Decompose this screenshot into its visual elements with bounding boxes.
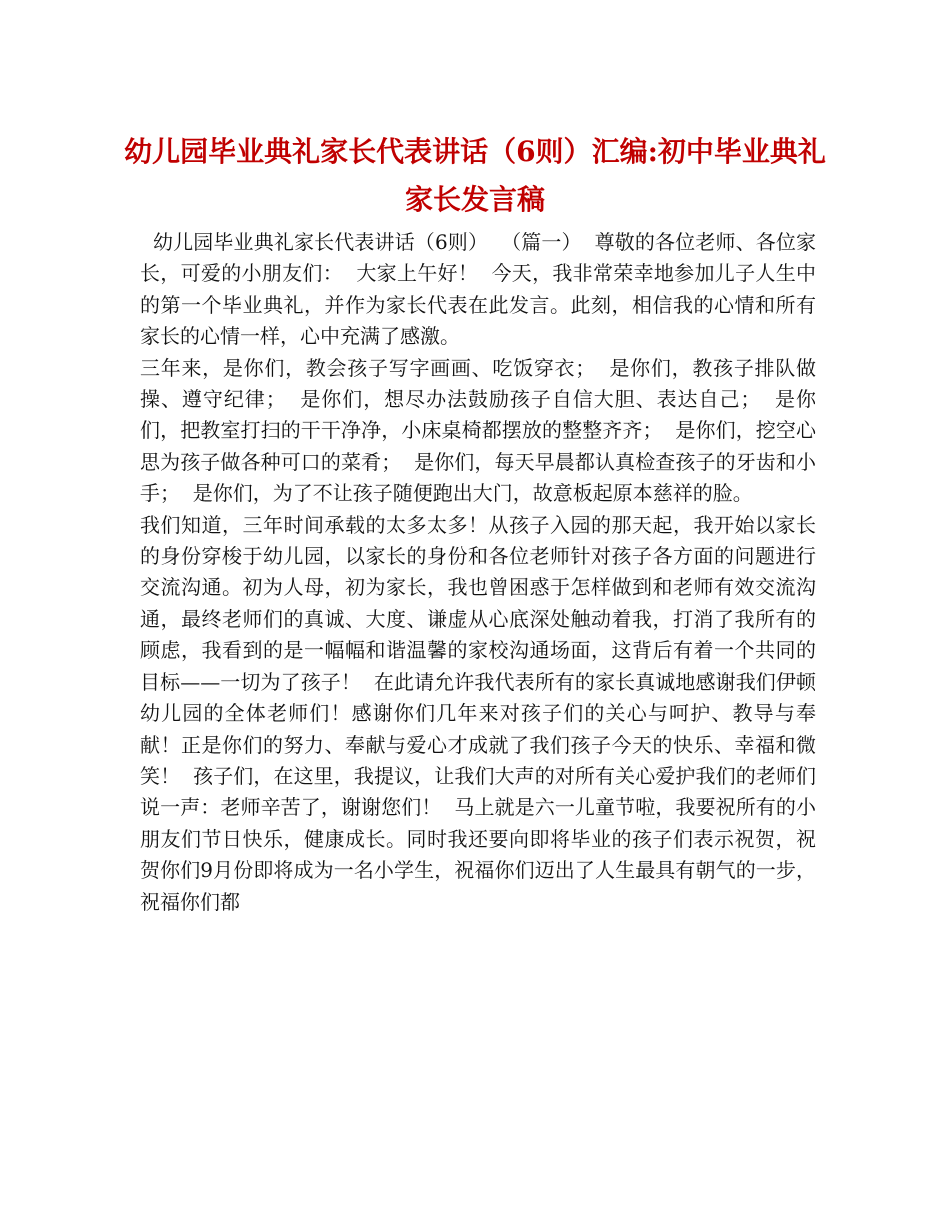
document-title: 幼儿园毕业典礼家长代表讲话（6则）汇编:初中毕业典礼家长发言稿	[124, 135, 826, 216]
paragraph-2: 三年来，是你们，教会孩子写字画画、吃饭穿衣； 是你们，教孩子排队做操、遵守纪律； 是你们，想尽办法鼓励孩子自信大胆、表达自己； 是你们，把教室打扫的干干净净，小床桌椅都摆放的整整齐齐； 是你们，挖空心思为孩子做各种可口的菜肴； 是你们，每天早晨都认真检查孩子的牙齿和小手； 是你们，为了不让孩子随便跑出大门，故意板起原本慈祥的脸。	[140, 355, 816, 506]
paragraph-1: 幼儿园毕业典礼家长代表讲话（6则） （篇一） 尊敬的各位老师、各位家长，可爱的小朋友们： 大家上午好！ 今天，我非常荣幸地参加儿子人生中的第一个毕业典礼，并作为家长代表在此发言。此刻，相信我的心情和所有家长的心情一样，心中充满了感激。	[140, 230, 817, 349]
document-body	[140, 227, 816, 918]
paragraph-3: 我们知道，三年时间承载的太多太多！从孩子入园的那天起，我开始以家长的身份穿梭于幼儿园，以家长的身份和各位老师针对孩子各方面的问题进行交流沟通。初为人母，初为家长，我也曾困惑于怎样做到和老师有效交流沟通，最终老师们的真诚、大度、谦虚从心底深处触动着我，打消了我所有的顾虑，我看到的是一幅幅和谐温馨的家校沟通场面，这背后有着一个共同的目标——一切为了孩子！ 在此请允许我代表所有的家长真诚地感谢我们伊顿幼儿园的全体老师们！感谢你们几年来对孩子们的关心与呵护、教导与奉献！正是你们的努力、奉献与爱心才成就了我们孩子今天的快乐、幸福和微笑！ 孩子们，在这里，我提议，让我们大声的对所有关心爱护我们的老师们说一声：老师辛苦了，谢谢您们！ 马上就是六一儿童节啦，我要祝所有的小朋友们节日快乐，健康成长。同时我还要向即将毕业的孩子们表示祝贺，祝贺你们9月份即将成为一名小学生，祝福你们迈出了人生最具有朝气的一步，祝福你们都	[140, 512, 816, 914]
